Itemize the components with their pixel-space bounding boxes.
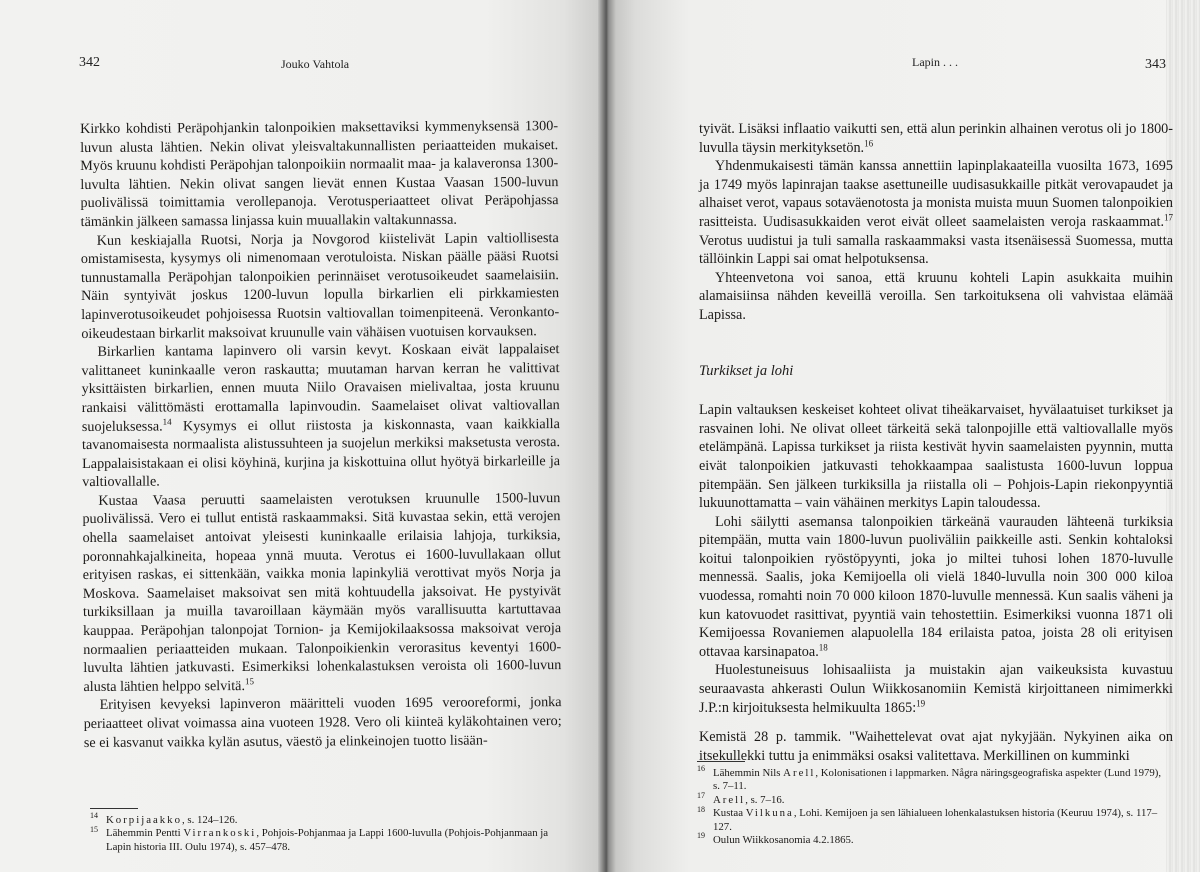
footnote: 19 Oulun Wiikkosanomia 4.2.1865. [697, 831, 854, 847]
paragraph: Lohi säilytti asemansa talonpoikien tärkeänä vaurauden lähteenä turkiksia pitempään, mutta vain 1800-luvun puoliväliin paikkeille asti. Senkin kohtaloksi koitui talonpoikien ryöstöpyynti, joka jo miltei tuhosi lohen 1870-luvulle mennessä. Saalis, joka Kemijoella oli vielä 1840-luvulla noin 300 000 kiloa vuodessa, romahti noin 70 000 kiloon 1870-luvulle mennessä. Kun saalis väheni ja kun katovuodet rasittivat, pyyntiä vain tehostettiin. Esimerkiksi vuonna 1871 oli Kemijoessa Rovaniemen alapuolella 184 erilaista patoa, joista 28 oli erityisen ottavaa karsinapatoa.$^{18}$ [699, 513, 1173, 660]
paragraph: Birkarlien kantama lapinvero oli varsin kevyt. Koskaan eivät lappalaiset valittaneet kuninkaalle veron raskautta; muutaman harvan kerran he valittivat yksittäisten birkarlien, ennen muuta Niilo Oravaisen mielivaltaa, josta kruunu rankaisi välittömästi erottamalla lapinvoudin. Saamelaiset olivat valtiovallan suojeluksessa.$^{14}$ Kysymys ei ollut riistosta ja kiskonnasta, vaan kaikkialla tavanomaisesta normaalista alistussuhteen ja suojelun merkiksi maksetusta verosta. Lappalaisistakaan ei olisi köyhinä, kurjina ja kiskottuina ollut hyötyä birkarleille ja valtiovallalle. [81, 341, 561, 491]
right-body-text [699, 120, 1173, 765]
paragraph: Erityisen kevyeksi lapinveron määritteli vuoden 1695 verooreformi, jonka periaatteet olivat voimassa aina vuoteen 1928. Vero oli kiinteä kyläkohtainen vero; se ei kasvanut vaikka kylän asutus, väestö ja elinkeinojen tuotto lisään- [83, 694, 562, 751]
footnote-marker[interactable]: 18 [818, 642, 828, 653]
footnote: 15 Lähemmin Pentti Virrankoski, Pohjois-Pohjanmaa ja Lappi 1600-luvulla (Pohjois-Pohjanmaan ja Lapin historia III. Oulu 1974), s. 457–478. [90, 824, 549, 853]
section-heading: Turkikset ja lohi [699, 362, 794, 379]
footnote-divider [697, 761, 745, 762]
footnote-marker[interactable]: 14 [162, 416, 172, 427]
footnote: 18 Kustaa Vilkuna, Lohi. Kemijoen ja sen lähialueen lohenkalastuksen historia (Keuruu 1974), s. 117–127. [697, 804, 1158, 833]
footnote-marker[interactable]: 19 [916, 697, 926, 708]
footnote-marker[interactable]: 16 [864, 137, 874, 148]
right-running-head: Lapin . . . [912, 55, 958, 69]
paragraph: Yhdenmukaisesti tämän kanssa annettiin lapinplakaateilla vuosilta 1673, 1695 ja 1749 myös lapinrajan taakse asettuneille uudisasukkaille pitkät verovapaudet ja alhaiset verot, vapaus sotaväenotosta ja monista muista muun Suomen talonpoikien rasitteista. Uudisasukkaiden verot eivät olleet saamelaisten veroja raskaammat.$^{17}$ Verotus uudistui ja tuli samalla raskaammaksi vasta itsenäisessä Suomessa, mutta tällöinkin Lappi sai omat helpotuksensa. [699, 158, 1173, 268]
quoted-block: Kemistä 28 p. tammik. "Waihettelevat ovat ajat nykyjään. Nykyinen aika on itsekullekki tuttu ja enimmäksi osaksi valitettava. Merkillinen on kumminki [699, 729, 1173, 764]
left-page-number: 342 [79, 55, 100, 70]
paragraph: Huolestuneisuus lohisaaliista ja muistakin ajan vaikeuksista kuvastuu seuraavasta ahkerasti Oulun Wiikkosanomiin Kemistä kirjoittaneen nimimerkki J.P.:n kirjoituksesta helmikuulta 1865:$^{19}$ [699, 662, 1173, 716]
footnote-divider [90, 808, 138, 809]
paragraph: Lapin valtauksen keskeiset kohteet olivat tiheäkarvaiset, hyvälaatuiset turkikset ja rasvainen lohi. Ne olivat olleet tärkeitä sekä talonpojille että valtiovallalle myös etelämpänä. Lapissa turkikset ja riista kestivät hyvin saamelaisten pyynnin, mutta eivät talonpoikien jatkuvasti tehokkaampaa saalistusta 1600-luvun loppua pitempään. Sen jälkeen turkiksilla ja riistalla oli – Pohjois-Lapin riekonpyyntiä lukuunottamatta – vain vähäinen merkitys Lapin taloudessa. [699, 402, 1173, 512]
book-gutter-shadow [598, 0, 616, 872]
left-footnotes [90, 811, 562, 854]
footnote-marker[interactable]: 15 [244, 676, 255, 687]
left-body-text [80, 117, 562, 752]
paragraph: Kustaa Vaasa peruutti saamelaisten verotuksen kruunulle 1500-luvun puolivälissä. Vero ei tullut entistä raskaammaksi. Sitä kuvastaa sekin, että verojen ohella saamelaiset antoivat yleisesti kuninkaalle erilaisia lahjoja, turkiksia, poronnahkajalkineita, hopeaa ynnä muuta. Verotus ei 1600-luvullakaan ollut erityisen raskas, ei sittenkään, vaikka monia lapinkyliä verottivat myös Norja ja Moskova. Saamelaiset maksoivat sen mitä kohtuudella jaksoivat. He pystyivät turkiksillaan ja muilla tavaroillaan käymään myös varallisuutta kartuttavaa kauppaa. Peräpohjan talonpojat Tornion- ja Kemijokilaaksossa maksoivat veroja normaalien periaatteiden mukaan. Talonpoikienkin verorasitus keventyi 1600-luvulta lähtien jatkuvasti. Esimerkiksi lohenkalastuksen veroista oli 1600-luvun alusta lähtien helppo selvitä.$^{15}$ [82, 489, 562, 695]
paragraph: Kun keskiajalla Ruotsi, Norja ja Novgorod kiistelivät Lapin valtiollisesta omistamisesta, kysymys oli nimenomaan verotuloista. Niskan päälle pääsi Ruotsi tunnustamalla Peräpohjan talonpoikien perinnäiset verotusoikeudet saamelaisiin. Näin syntyivät joskus 1200-luvun lopulla birkarlien eli pirkkamiesten lapinverotusoikeudet pohjoisessa Ruotsin valtiovallan toimenpiteenä. Veronkanto-oikeudestaan birkarlit maksoivat kruunulle vain vähäisen vuotuisen korvauksen. [80, 229, 560, 342]
paragraph: Yhteenvetona voi sanoa, että kruunu kohteli Lapin asukkaita muihin alamaisiinsa nähden keveillä veroilla. Sen tarkoituksena oli vahvistaa elämää Lapissa. [699, 269, 1173, 323]
footnote: 14 Korpijaakko, s. 124–126. [90, 811, 238, 826]
paragraph: tyivät. Lisäksi inflaatio vaikutti sen, että alun perinkin alhainen verotus oli jo 1800-luvulla täysin merkityksetön.$^{16}$ [699, 121, 1173, 156]
right-page-number: 343 [1145, 57, 1166, 72]
right-footnotes [697, 764, 1169, 847]
left-running-head: Jouko Vahtola [281, 57, 350, 71]
footnote: 16 Lähemmin Nils Arell, Kolonisationen i lappmarken. Några näringsgeografiska aspekter (Lund 1979), s. 7–11. [697, 764, 1162, 793]
footnote: 17 Arell, s. 7–16. [697, 791, 785, 806]
paragraph: Kirkko kohdisti Peräpohjankin talonpoikien maksettaviksi kymmenyksensä 1300-luvun alusta lähtien. Nekin olivat yleisvaltakunnallisten periaatteiden mukaiset. Myös kruunu kohdisti Peräpohjan talonpoikiin normaalit maa- ja kalaveronsa 1300-luvulta lähtien. Nekin olivat sangen lievät ennen Kustaa Vaasan 1500-luvun puolivälissä toimittamia verollepanoja. Verotusperiaatteet olivat Peräpohjassa tämänkin jälkeen samassa linjassa kuin muuallakin valtakunnassa. [80, 118, 559, 230]
footnote-marker[interactable]: 17 [1164, 212, 1173, 223]
